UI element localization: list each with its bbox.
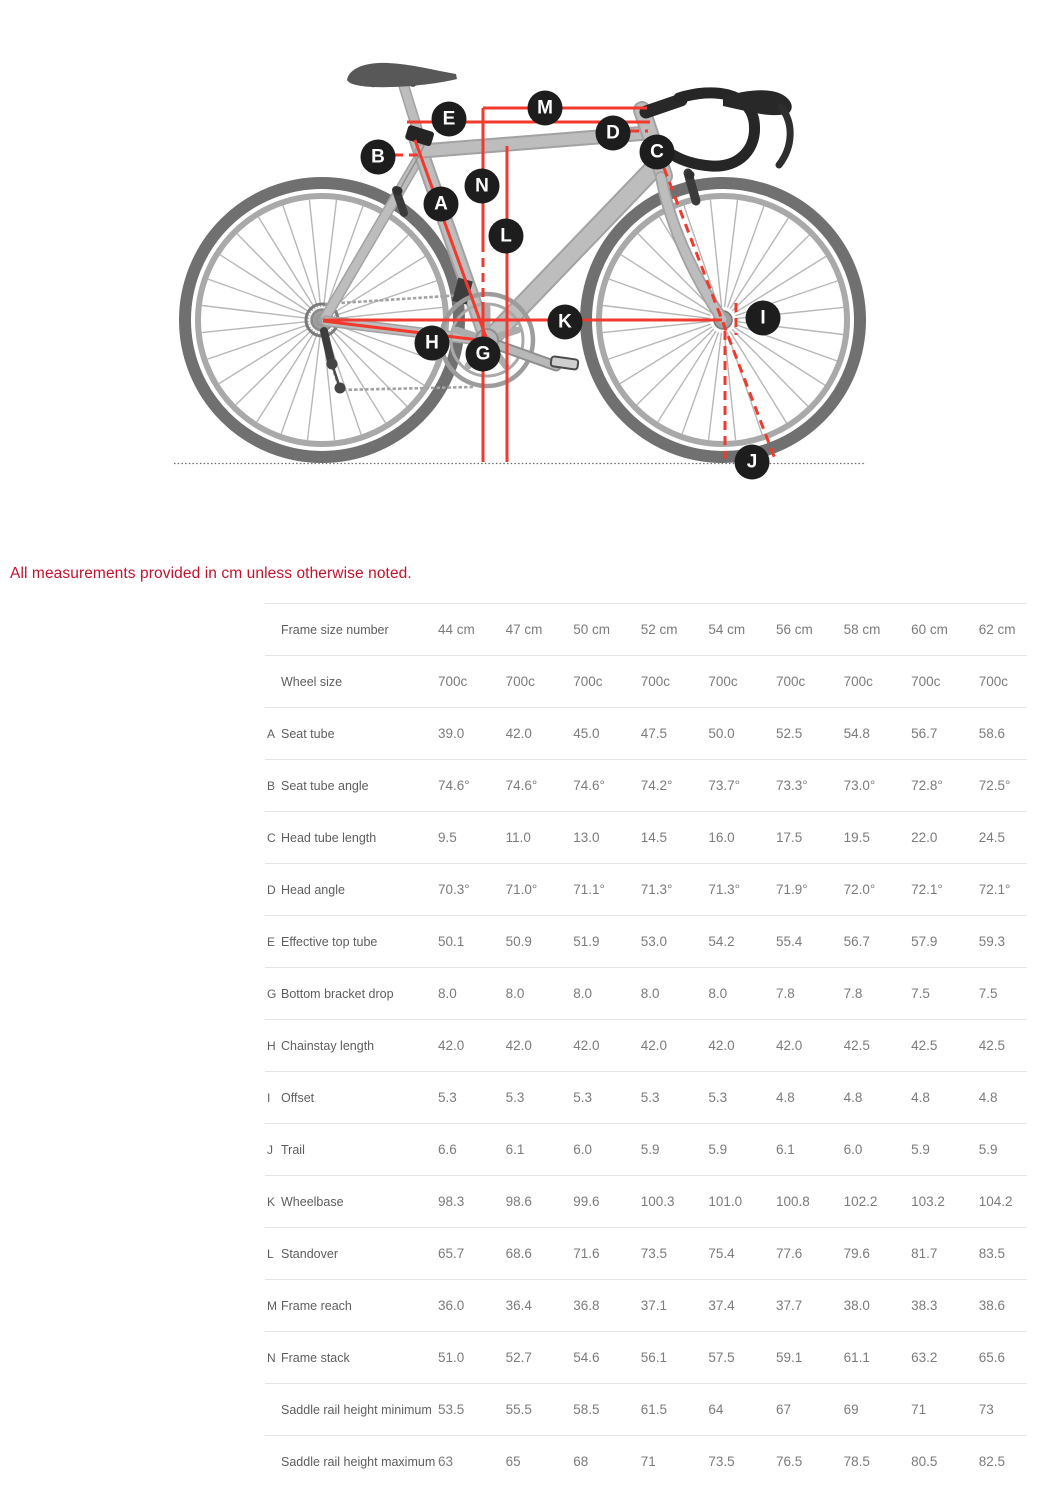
row-letter: I	[267, 1090, 271, 1105]
row-value: 101.0	[708, 1194, 743, 1209]
row-value: 73.5	[708, 1454, 735, 1469]
saddle	[347, 63, 457, 87]
row-label: Head angle	[281, 882, 345, 897]
row-value: 38.0	[843, 1298, 870, 1313]
row-value: 71.9°	[775, 882, 808, 897]
table-row	[265, 1175, 1027, 1227]
row-value: 5.3	[708, 1090, 728, 1105]
row-value: 102.2	[843, 1194, 878, 1209]
row-label: Offset	[281, 1090, 315, 1105]
row-value: 52.5	[775, 726, 803, 741]
marker-b	[361, 140, 396, 175]
row-value: 99.6	[573, 1194, 600, 1209]
row-label: Wheel size	[281, 674, 343, 689]
row-value: 42.0	[640, 1038, 668, 1053]
row-value: 69	[843, 1402, 859, 1417]
row-value: 44 cm	[438, 622, 475, 637]
marker-l	[489, 219, 524, 254]
row-value: 77.6	[775, 1246, 803, 1261]
table-row	[265, 967, 1027, 1019]
svg-text:N: N	[475, 175, 489, 197]
row-value: 82.5	[978, 1454, 1006, 1469]
svg-text:M: M	[537, 97, 553, 119]
table-row	[265, 1071, 1027, 1123]
row-letter: E	[267, 934, 276, 949]
row-label: Head tube length	[281, 830, 377, 845]
row-value: 72.1°	[911, 882, 943, 897]
row-value: 51.9	[573, 934, 600, 949]
svg-text:K: K	[558, 311, 572, 333]
row-label: Frame reach	[281, 1298, 352, 1313]
geometry-table	[265, 603, 1027, 1487]
row-value: 83.5	[978, 1246, 1006, 1261]
row-value: 68	[573, 1454, 589, 1469]
row-value: 56.1	[640, 1350, 668, 1365]
row-value: 63.2	[911, 1350, 938, 1365]
row-value: 67	[775, 1402, 791, 1417]
row-value: 7.5	[978, 986, 998, 1001]
svg-text:D: D	[606, 122, 620, 144]
svg-text:A: A	[434, 193, 448, 215]
row-value: 42.0	[775, 1038, 803, 1053]
row-value: 5.9	[978, 1142, 998, 1157]
row-value: 700c	[505, 674, 535, 689]
row-value: 38.3	[911, 1298, 938, 1313]
row-value: 5.3	[505, 1090, 525, 1105]
row-value: 700c	[573, 674, 603, 689]
row-value: 4.8	[978, 1090, 998, 1105]
table-row	[265, 1123, 1027, 1175]
row-value: 45.0	[573, 726, 600, 741]
row-value: 76.5	[775, 1454, 803, 1469]
row-value: 65	[505, 1454, 521, 1469]
row-value: 79.6	[843, 1246, 870, 1261]
row-value: 700c	[911, 674, 941, 689]
row-value: 72.8°	[911, 778, 943, 793]
row-value: 54 cm	[708, 622, 746, 637]
row-value: 5.9	[640, 1142, 660, 1157]
row-value: 68.6	[505, 1246, 532, 1261]
row-value: 4.8	[775, 1090, 795, 1105]
row-label: Wheelbase	[281, 1194, 344, 1209]
row-value: 65.7	[438, 1246, 465, 1261]
row-value: 71.3°	[640, 882, 673, 897]
row-value: 58.6	[978, 726, 1006, 741]
row-value: 73.7°	[708, 778, 741, 793]
row-value: 57.5	[708, 1350, 735, 1365]
row-value: 75.4	[708, 1246, 735, 1261]
row-value: 71.6	[573, 1246, 600, 1261]
row-value: 11.0	[505, 830, 531, 845]
row-value: 56 cm	[775, 622, 813, 637]
marker-d	[596, 116, 631, 151]
row-value: 56.7	[911, 726, 938, 741]
row-value: 700c	[640, 674, 671, 689]
row-label: Standover	[281, 1246, 338, 1261]
row-value: 53.5	[438, 1402, 465, 1417]
row-value: 74.6°	[438, 778, 470, 793]
row-value: 55.4	[775, 934, 803, 949]
row-value: 50.1	[438, 934, 465, 949]
row-label: Chainstay length	[281, 1038, 375, 1053]
row-value: 78.5	[843, 1454, 870, 1469]
row-value: 700c	[708, 674, 738, 689]
row-value: 6.1	[775, 1142, 795, 1157]
row-value: 57.9	[911, 934, 938, 949]
row-value: 7.8	[843, 986, 863, 1001]
row-letter: A	[267, 726, 276, 741]
marker-k	[548, 305, 583, 340]
marker-h	[415, 326, 450, 361]
row-value: 4.8	[911, 1090, 930, 1105]
row-value: 16.0	[708, 830, 735, 845]
svg-text:G: G	[475, 343, 491, 365]
row-value: 54.2	[708, 934, 735, 949]
row-value: 6.0	[843, 1142, 863, 1157]
row-letter: H	[267, 1038, 276, 1053]
row-letter: J	[267, 1142, 273, 1157]
row-letter: L	[267, 1246, 274, 1261]
row-value: 52 cm	[640, 622, 678, 637]
row-value: 36.4	[505, 1298, 532, 1313]
row-value: 5.9	[708, 1142, 728, 1157]
row-value: 54.6	[573, 1350, 600, 1365]
row-letter: N	[267, 1350, 276, 1365]
row-value: 7.8	[775, 986, 795, 1001]
row-label: Saddle rail height maximum	[281, 1454, 436, 1469]
svg-text:I: I	[760, 307, 766, 329]
row-value: 98.3	[438, 1194, 465, 1209]
row-value: 42.0	[505, 726, 532, 741]
svg-text:B: B	[371, 146, 385, 168]
row-value: 36.0	[438, 1298, 465, 1313]
table-row	[265, 1383, 1027, 1435]
row-letter: B	[267, 778, 276, 793]
row-value: 50 cm	[573, 622, 610, 637]
row-value: 60 cm	[911, 622, 948, 637]
row-value: 13.0	[573, 830, 600, 845]
row-label: Seat tube angle	[281, 778, 369, 793]
svg-text:H: H	[425, 332, 439, 354]
row-value: 4.8	[843, 1090, 863, 1105]
row-value: 63	[438, 1454, 454, 1469]
row-value: 71	[911, 1402, 927, 1417]
row-value: 24.5	[978, 830, 1006, 845]
row-value: 58 cm	[843, 622, 881, 637]
row-value: 37.1	[640, 1298, 668, 1313]
row-value: 36.8	[573, 1298, 600, 1313]
row-label: Trail	[281, 1142, 305, 1157]
row-letter: K	[267, 1194, 276, 1209]
row-label: Bottom bracket drop	[281, 986, 394, 1001]
row-value: 100.3	[640, 1194, 675, 1209]
row-value: 72.5°	[978, 778, 1011, 793]
table-row	[265, 707, 1027, 759]
row-label: Seat tube	[281, 726, 335, 741]
row-label: Frame size number	[281, 622, 389, 637]
table-row	[265, 759, 1027, 811]
table-row	[265, 1019, 1027, 1071]
row-value: 52.7	[505, 1350, 532, 1365]
svg-text:J: J	[746, 451, 758, 473]
row-value: 58.5	[573, 1402, 600, 1417]
row-letter: C	[267, 830, 276, 845]
row-value: 71.3°	[708, 882, 741, 897]
row-value: 72.0°	[843, 882, 876, 897]
row-value: 55.5	[505, 1402, 532, 1417]
row-value: 71	[640, 1454, 656, 1469]
row-value: 42.0	[438, 1038, 465, 1053]
row-value: 104.2	[978, 1194, 1013, 1209]
row-value: 700c	[775, 674, 806, 689]
row-value: 73	[978, 1402, 994, 1417]
row-value: 73.3°	[775, 778, 808, 793]
row-value: 65.6	[978, 1350, 1006, 1365]
row-label: Effective top tube	[281, 934, 378, 949]
row-value: 8.0	[505, 986, 525, 1001]
row-letter: G	[267, 986, 277, 1001]
row-value: 74.6°	[505, 778, 538, 793]
row-value: 39.0	[438, 726, 465, 741]
table-row	[265, 1435, 1027, 1487]
table-row	[265, 655, 1027, 707]
row-value: 61.5	[640, 1402, 668, 1417]
row-value: 8.0	[708, 986, 728, 1001]
marker-g	[466, 337, 501, 372]
row-value: 71.1°	[573, 882, 605, 897]
row-label: Frame stack	[281, 1350, 350, 1365]
row-value: 700c	[438, 674, 468, 689]
marker-a	[424, 187, 459, 222]
row-value: 61.1	[843, 1350, 870, 1365]
table-row	[265, 915, 1027, 967]
row-value: 71.0°	[505, 882, 538, 897]
row-value: 59.3	[978, 934, 1006, 949]
row-value: 17.5	[775, 830, 803, 845]
seat-collar	[405, 125, 435, 147]
row-value: 14.5	[640, 830, 668, 845]
row-value: 51.0	[438, 1350, 465, 1365]
row-value: 80.5	[911, 1454, 938, 1469]
row-value: 42.0	[505, 1038, 532, 1053]
row-value: 7.5	[911, 986, 930, 1001]
row-value: 50.0	[708, 726, 735, 741]
row-value: 42.5	[911, 1038, 938, 1053]
row-value: 8.0	[438, 986, 457, 1001]
row-value: 42.5	[978, 1038, 1006, 1053]
row-value: 37.7	[775, 1298, 803, 1313]
row-value: 700c	[843, 674, 873, 689]
row-value: 42.0	[708, 1038, 735, 1053]
marker-n	[465, 169, 500, 204]
row-label: Saddle rail height minimum	[281, 1402, 432, 1417]
row-value: 6.0	[573, 1142, 592, 1157]
row-value: 42.5	[843, 1038, 870, 1053]
row-value: 100.8	[775, 1194, 810, 1209]
svg-text:C: C	[650, 141, 664, 163]
row-value: 19.5	[843, 830, 870, 845]
row-value: 47.5	[640, 726, 668, 741]
row-value: 47 cm	[505, 622, 543, 637]
table-row	[265, 863, 1027, 915]
row-value: 81.7	[911, 1246, 938, 1261]
row-value: 5.3	[438, 1090, 457, 1105]
row-value: 5.3	[640, 1090, 660, 1105]
row-value: 56.7	[843, 934, 870, 949]
row-value: 700c	[978, 674, 1009, 689]
row-value: 9.5	[438, 830, 457, 845]
row-letter: D	[267, 882, 276, 897]
svg-text:E: E	[442, 108, 456, 130]
row-value: 62 cm	[978, 622, 1016, 637]
row-letter: M	[267, 1298, 277, 1313]
row-value: 73.0°	[843, 778, 876, 793]
row-value: 74.2°	[640, 778, 673, 793]
row-value: 8.0	[640, 986, 660, 1001]
marker-c	[640, 135, 675, 170]
row-value: 22.0	[911, 830, 938, 845]
marker-m	[528, 91, 563, 126]
row-value: 5.9	[911, 1142, 930, 1157]
row-value: 8.0	[573, 986, 592, 1001]
marker-i	[746, 301, 781, 336]
row-value: 54.8	[843, 726, 870, 741]
row-value: 64	[708, 1402, 724, 1417]
row-value: 73.5	[640, 1246, 668, 1261]
svg-text:L: L	[500, 225, 512, 247]
table-row	[265, 1331, 1027, 1383]
row-value: 72.1°	[978, 882, 1011, 897]
note-text: All measurements provided in cm unless otherwise noted.	[10, 565, 412, 582]
row-value: 103.2	[911, 1194, 945, 1209]
brake-lever	[779, 107, 790, 165]
row-value: 38.6	[978, 1298, 1006, 1313]
row-value: 6.6	[438, 1142, 457, 1157]
row-value: 6.1	[505, 1142, 525, 1157]
marker-e	[432, 102, 467, 137]
row-value: 42.0	[573, 1038, 600, 1053]
row-value: 53.0	[640, 934, 668, 949]
bike-geometry-diagram	[0, 0, 1037, 540]
row-value: 59.1	[775, 1350, 803, 1365]
table-row	[265, 603, 1027, 655]
table-row	[265, 811, 1027, 863]
row-value: 70.3°	[438, 882, 470, 897]
row-value: 74.6°	[573, 778, 605, 793]
row-value: 37.4	[708, 1298, 735, 1313]
row-value: 5.3	[573, 1090, 592, 1105]
row-value: 50.9	[505, 934, 532, 949]
row-value: 98.6	[505, 1194, 532, 1209]
table-row	[265, 1279, 1027, 1331]
marker-j	[735, 445, 770, 480]
table-row	[265, 1227, 1027, 1279]
